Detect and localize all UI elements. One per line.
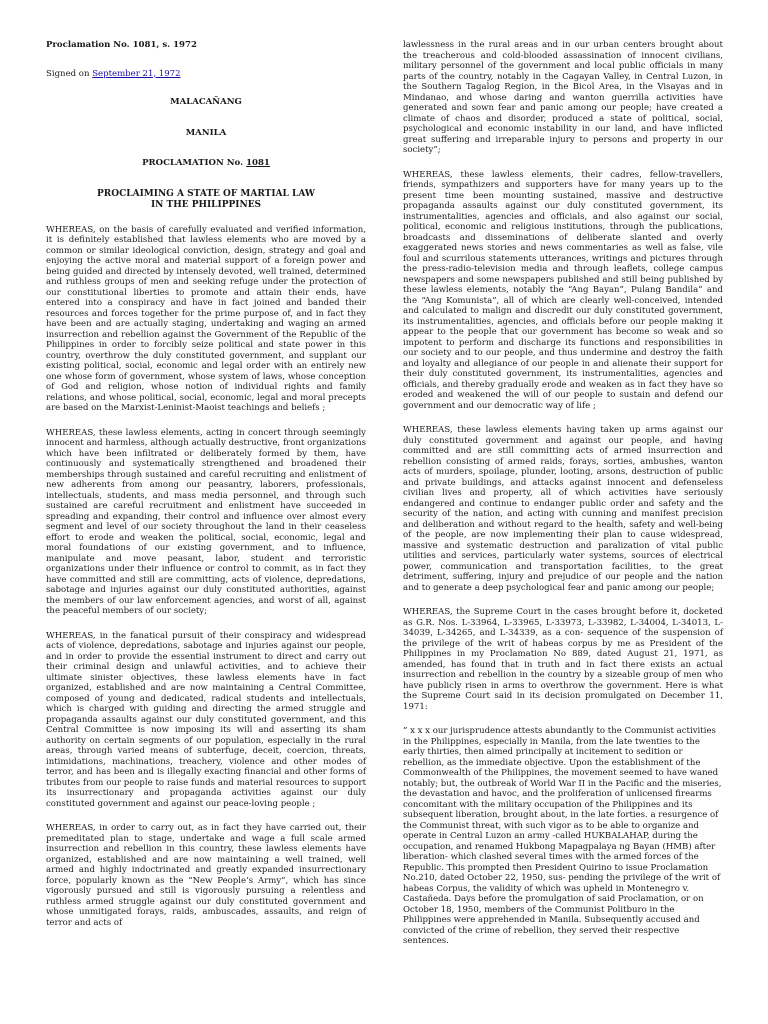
paragraph: WHEREAS, these lawless elements, their cadres, fellow-travellers, friends, sympathizers and supporters have for many years up to the present time been mounting sustained, massive and destructive propaganda assaults against our duly constituted government, its instrumentalities, agencies and officials, and also against our social, political, economic and religious institutions, through the publications, broadcasts and disseminations of deliberate slanted and overly exaggerated news stories and news commentaries as well as false, vile foul and scurrilous statements utterances, writings and pictures through the press-radio-television media and through leaflets, college campus newspapers and some newspapers published and still being published by these lawless elements, notably the “Ang Bayan”, Pulang Bandila” and the “Ang Komunista”, all of which are clearly well-conceived, intended and calculated to malign and discredit our duly constituted government, its instrumentalities, agencies, and officials before our people making it appear to the people that our government has become so weak and so impotent to perform and discharge its functions and responsibilities in our society and to our people, and thus undermine and destroy the faith and loyalty and allegiance of our people in and alienate their support for their duly constituted government, its instrumentalities, agencies and officials, and thereby gradually erode and weaken as in fact they have so eroded and weakened the will of our people to sustain and defend our government and our democratic way of life ; <box>403 169 723 411</box>
paragraph: WHEREAS, these lawless elements having taken up arms against our duly constituted government and against our people, and having committed and are still committing acts of armed insurrection and rebellion consisting of armed raids, forays, sorties, ambushes, wanton acts of murders, spoilage, plunder, looting, arsons, destruction of public and private buildings, and attacks against innocent and defenseless civilian lives and property, all of which activities have seriously endangered and continue to endanger public order and safety and the security of the nation, and acting with cunning and manifest precision and deliberation and without regard to the health, safety and well-being of the people, are now implementing their plan to cause widespread, massive and systematic destruction and paralization of vital public utilities and services, particularly water systems, sources of electrical power, communication and transportation facilities, to the great detriment, suffering, injury and prejudice of our people and the nation and to generate a deep psychological fear and panic among our people; <box>403 425 723 593</box>
paragraph: WHEREAS, on the basis of carefully evaluated and verified information, it is definitely established that lawless elements who are moved by a common or similar ideological conviction, design, strategy and goal and enjoying the active moral and material support of a foreign power and being guided and directed by intensely devoted, well trained, determined and ruthless groups of men and seeking refuge under the protection of our constitutional liberties to promote and attain their ends, have entered into a conspiracy and have in fact joined and banded their resources and forces together for the prime purpose of, and in fact they have been and are actually staging, undertaking and waging an armed insurrection and rebellion against the Government of the Republic of the Philippines in order to forcibly seize political and state power in this country, overthrow the duly constituted government, and supplant our existing political, social, economic and legal order with an entirely new one whose form of government, whose system of laws, whose conception of God and religion, whose notion of individual rights and family relations, and whose political, social, economic, legal and moral precepts are based on the Marxist-Leninist-Maoist teachings and beliefs ; <box>46 224 366 413</box>
paragraph: WHEREAS, these lawless elements, acting in concert through seemingly innocent and harmless, although actually destructive, front organizations which have been infiltrated or deliberately formed by them, have continuously and systematically strengthened and broadened their memberships through sustained and careful recruiting and enlistment of new adherents from among our peasantry, laborers, professionals, intellectuals, students, and mass media personnel, and through such sustained are careful recruitment and enlistment have succeeded in spreading and expanding, their control and influence over almost every segment and level of our society throughout the land in their ceaseless effort to erode and weaken the political, social, economic, legal and moral foundations of our existing government, and to influence, manipulate and move peasant, labor, student and terroristic organizations under their influence or control to commit, as in fact they have committed and still are committing, acts of violence, depredations, sabotage and injuries against our duly constituted authorities, against the members of our law enforcement agencies, and worst of all, against the peaceful members of our society; <box>46 427 366 616</box>
left-column <box>46 40 366 942</box>
proclamation-title-prefix: PROCLAMATION No. <box>142 158 244 168</box>
right-column <box>403 40 723 961</box>
palace-heading: MALACAÑANG <box>170 97 242 107</box>
paragraph: WHEREAS, in the fanatical pursuit of their conspiracy and widespread acts of violence, depredations, sabotage and injuries against our people, and in order to provide the essential instrument to direct and carry out their criminal design and unlawful activities, and to achieve their ultimate sinister objectives, these lawless elements have in fact organized, established and are now maintaining a Central Committee, composed of young and dedicated, radical students and intellectuals, which is charged with guiding and directing the armed struggle and propaganda assaults against our duly constituted government, and this Central Committee is now imposing its will and asserting its sham authority on certain segments of our population, especially in the rural areas, through varied means of subterfuge, deceit, coercion, threats, intimidations, machinations, treachery, violence and other modes of terror, and has been and is illegally exacting financial and other forms of tributes from our people to raise funds and material resources to support its insurrectionary and propaganda activities against our duly constituted government and against our peace-loving people ; <box>46 630 366 809</box>
proclamation-title-number: 1081 <box>246 158 270 168</box>
signed-on-date-link[interactable]: September 21, 1972 <box>92 68 181 79</box>
signed-on-label: Signed on <box>46 68 90 79</box>
city-heading: MANILA <box>185 127 227 138</box>
proclamation-subject: PROCLAIMING A STATE OF MARTIAL LAW IN THE PHILIPPINES <box>97 188 315 210</box>
paragraph: WHEREAS, in order to carry out, as in fact they have carried out, their premeditated plan to stage, undertake and wage a full scale armed insurrection and rebellion in this country, these lawless elements have organized, established and are now maintaining a well trained, well armed and highly indoctrinated and greatly expanded insurrectionary force, popularly known as the “New People’s Army”, which has since vigorously pursued and still is vigorously pursuing a relentless and ruthless armed struggle against our duly constituted government and whose unmitigated forays, raids, ambuscades, assaults, and reign of terror and acts of <box>46 823 366 928</box>
paragraph: lawlessness in the rural areas and in our urban centers brought about the treacherous and cold-blooded assassination of innocent civilians, military personnel of the government and local public officials in many parts of the country, notably in the Cagayan Valley, in Central Luzon, in the Southern Tagalog Region, in the Bicol Area, in the Visayas and in Mindanao, and whose daring and wanton guerrilla activities have generated and sown fear and panic among our people; have created a climate of chaos and disorder, produced a state of political, social, psychological and economic instability in our land, and have inflicted great suffering and irreparable injury to persons and property in our society”; <box>403 40 723 155</box>
quoted-paragraph: ” x x x our jurisprudence attests abundantly to the Communist activities in the Philippines, especially in Manila, from the late twenties to the early thirties, then aimed principally at incitement to sedition or rebellion, as the immediate objective. Upon the establishment of the Commonwealth of the Philippines, the movement seemed to have waned notably; but, the outbreak of World War II in the Pacific and the miseries, the devastation and havoc, and the proliferation of unlicensed firearms concomitant with the military occupation of the Philippines and its subsequent liberation, brought about, in the late forties. a resurgence of the Communist threat, with such vigor as to be able to organize and operate in Central Luzon an army -called HUKBALAHAP, during the occupation, and renamed Hukbong Mapagpalaya ng Bayan (HMB) after liberation- which clashed several times with the armed forces of the Republic. This prompted then President Quirino to issue Proclamation No.210, dated October 22, 1950, sus- pending the privilege of the writ of habeas Corpus, the validity of which was upheld in Montenegro v. Castañeda. Days before the promulgation of said Proclamation, or on October 18, 1950, members of the Communist Politburo in the Philippines were apprehended in Manila. Subsequently accused and convicted of the crime of rebellion, they served their respective sentences. <box>403 726 722 946</box>
proclamation-reference: Proclamation No. 1081, s. 1972 <box>46 40 197 50</box>
proclamation-title <box>46 158 366 169</box>
signed-on-line <box>46 69 366 80</box>
paragraph: WHEREAS, the Supreme Court in the cases brought before it, docketed as G.R. Nos. L-33964, L-33965, L-33973, L-33982, L-34004, L-34013, L-34039, L-34265, and L-34339, as a con- sequence of the suspension of the privilege of the writ of habeas corpus by me as President of the Philippines in my Proclamation No 889, dated August 21, 1971, as amended, has found that in truth and in fact there exists an actual insurrection and rebellion in the country by a sizeable group of men who have publicly risen in arms to overthrow the government. Here is what the Supreme Court said in its decision promulgated on December 11, 1971: <box>403 607 723 712</box>
